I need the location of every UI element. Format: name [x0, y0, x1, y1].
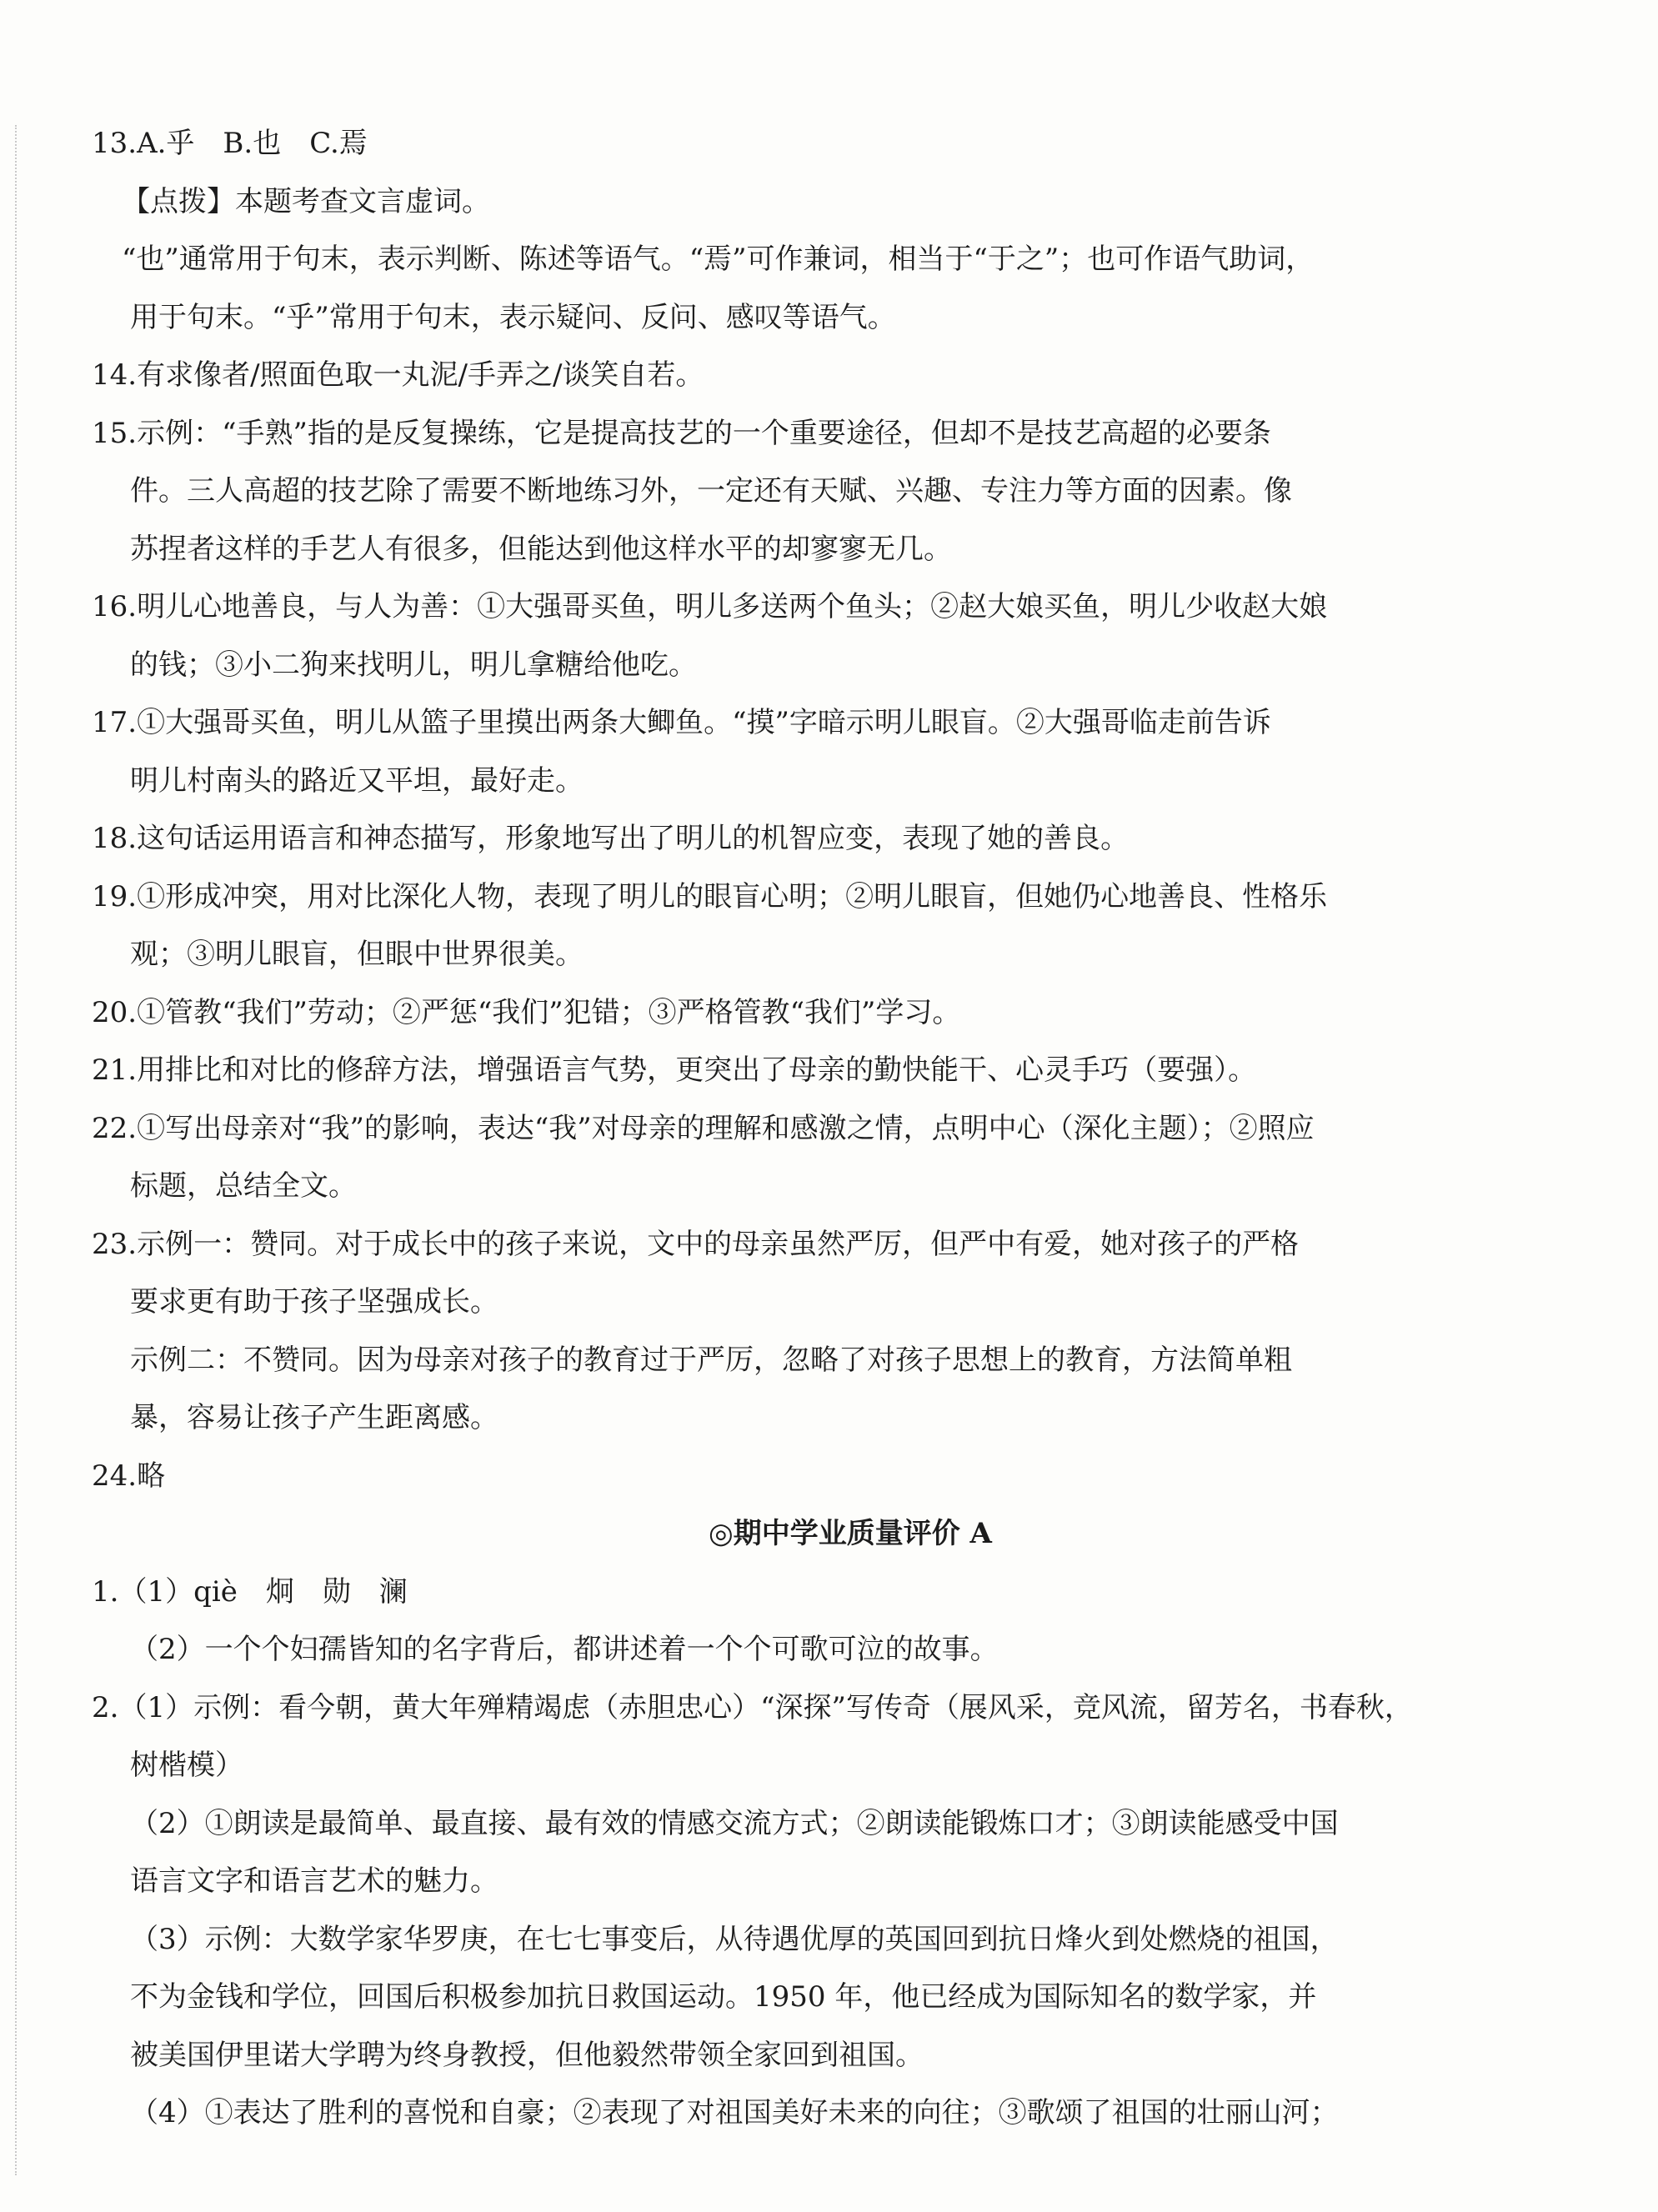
answer-23-example-2: 示例二：不赞同。因为母亲对孩子的教育过于严厉，忽略了对孩子思想上的教育，方法简单粗 — [130, 1343, 1292, 1377]
answer-16: 16.明儿心地善良，与人为善：①大强哥买鱼，明儿多送两个鱼头；②赵大娘买鱼，明儿少收赵大娘 — [92, 590, 1328, 623]
answer-18: 18.这句话运用语言和神态描写，形象地写出了明儿的机智应变，表现了她的善良。 — [92, 822, 1130, 855]
answer-24: 24.略 — [92, 1459, 166, 1493]
answer-13: 13.A.乎 B.也 C.焉 — [92, 127, 368, 160]
section-heading: ◎期中学业质量评价 A — [709, 1517, 992, 1550]
binding-margin-line — [15, 125, 17, 2175]
mid-answer-2-4: （4）①表达了胜利的喜悦和自豪；②表现了对祖国美好未来的向往；③歌颂了祖国的壮丽山河； — [130, 2096, 1339, 2129]
mid-answer-2-3-cont: 不为金钱和学位，回国后积极参加抗日救国运动。1950 年，他已经成为国际知名的数学家，并 — [130, 1980, 1317, 2014]
answer-15: 15.示例：“手熟”指的是反复操练，它是提高技艺的一个重要途径，但却不是技艺高超的必要条 — [92, 416, 1271, 450]
answer-22: 22.①写出母亲对“我”的影响，表达“我”对母亲的理解和感激之情，点明中心（深化主题）；②照应 — [92, 1111, 1315, 1145]
answer-15-cont: 件。三人高超的技艺除了需要不断地练习外，一定还有天赋、兴趣、专注力等方面的因素。像 — [130, 474, 1292, 508]
answer-23: 23.示例一：赞同。对于成长中的孩子来说，文中的母亲虽然严厉，但严中有爱，她对孩子的严格 — [92, 1227, 1300, 1261]
answer-19-cont: 观；③明儿眼盲，但眼中世界很美。 — [130, 938, 584, 971]
mid-answer-2-2: （2）①朗读是最简单、最直接、最有效的情感交流方式；②朗读能锻炼口才；③朗读能感受中国 — [130, 1806, 1339, 1840]
answer-17-cont: 明儿村南头的路近又平坦，最好走。 — [130, 763, 584, 798]
answer-22-cont: 标题，总结全文。 — [130, 1169, 357, 1203]
answer-15-cont: 苏捏者这样的手艺人有很多，但能达到他这样水平的却寥寥无几。 — [130, 532, 952, 566]
mid-answer-2-cont: 树楷模） — [130, 1749, 243, 1782]
answer-page — [92, 115, 1434, 2143]
answer-17: 17.①大强哥买鱼，明儿从篮子里摸出两条大鲫鱼。“摸”字暗示明儿眼盲。②大强哥临走前告诉 — [92, 706, 1271, 739]
mid-answer-2-2-cont: 语言文字和语言艺术的魅力。 — [130, 1864, 498, 1898]
answer-16-cont: 的钱；③小二狗来找明儿，明儿拿糖给他吃。 — [130, 648, 697, 682]
mid-answer-2-3-cont: 被美国伊里诺大学聘为终身教授，但他毅然带领全家回到祖国。 — [130, 2038, 924, 2072]
tip-text: “也”通常用于句末，表示判断、陈述等语气。“焉”可作兼词，相当于“于之”；也可作语气助词， — [122, 243, 1315, 276]
answer-23-example-2-cont: 暴，容易让孩子产生距离感。 — [130, 1401, 498, 1434]
answer-20: 20.①管教“我们”劳动；②严惩“我们”犯错；③严格管教“我们”学习。 — [92, 995, 961, 1029]
mid-answer-2: 2.（1）示例：看今朝，黄大年殚精竭虑（赤胆忠心）“深探”写传奇（展风采，竞风流，留芳名，书春秋， — [92, 1690, 1413, 1724]
tip-label: 【点拨】本题考查文言虚词。 — [122, 184, 490, 218]
tip-text-cont: 用于句末。“乎”常用于句末，表示疑问、反问、感叹等语气。 — [130, 300, 896, 334]
answer-21: 21.用排比和对比的修辞方法，增强语言气势，更突出了母亲的勤快能干、心灵手巧（要强）。 — [92, 1053, 1257, 1087]
answer-19: 19.①形成冲突，用对比深化人物，表现了明儿的眼盲心明；②明儿眼盲，但她仍心地善良、性格乐 — [92, 879, 1328, 913]
mid-answer-1: 1.（1）qiè 炯 勋 澜 — [92, 1574, 408, 1609]
mid-answer-1-2: （2）一个个妇孺皆知的名字背后，都讲述着一个个可歌可泣的故事。 — [130, 1633, 999, 1666]
answer-23-cont: 要求更有助于孩子坚强成长。 — [130, 1285, 498, 1319]
answer-14: 14.有求像者/照面色取一丸泥/手弄之/谈笑自若。 — [92, 358, 704, 392]
mid-answer-2-3: （3）示例：大数学家华罗庚，在七七事变后，从待遇优厚的英国回到抗日烽火到处燃烧的祖国， — [130, 1922, 1339, 1956]
